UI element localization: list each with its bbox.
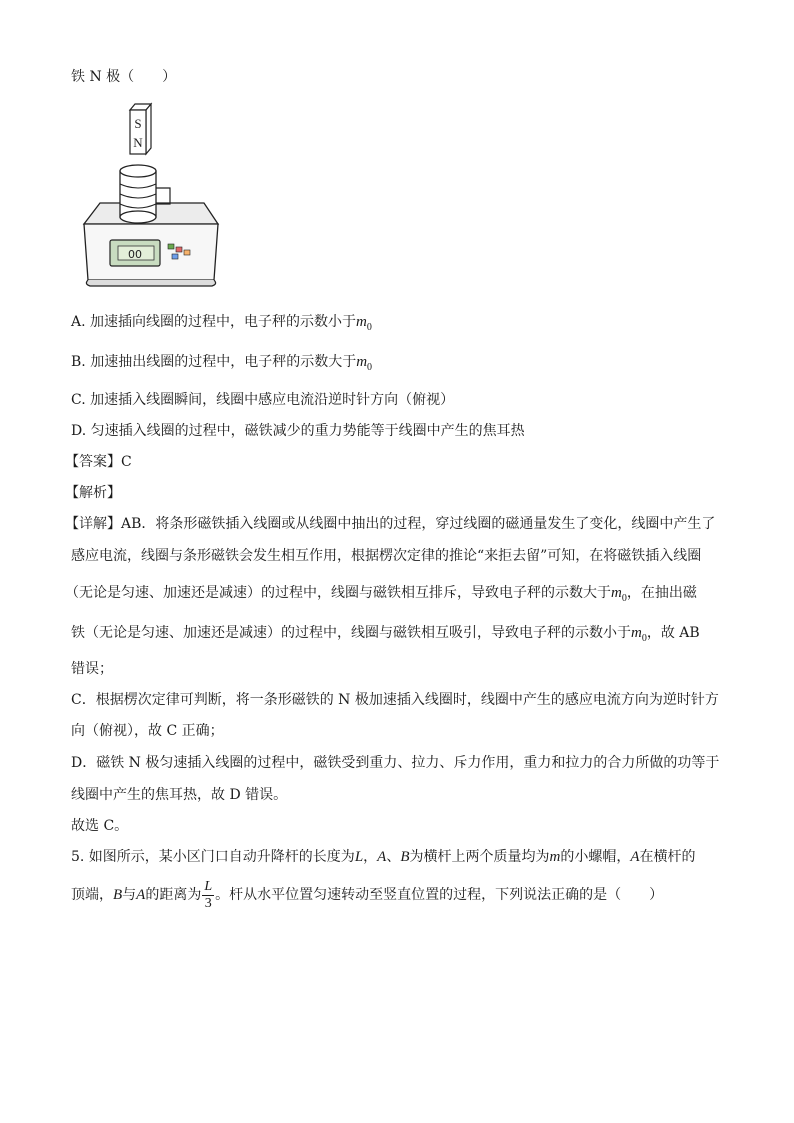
option-c-label: C. xyxy=(71,392,86,408)
m0-symbol: $m_0$ xyxy=(356,314,372,333)
magnet-s-label: S xyxy=(134,116,142,131)
m0-symbol: $m_0$ xyxy=(631,625,647,644)
analysis-tag: 【解析】 xyxy=(65,485,121,501)
option-a-text: 加速插向线圈的过程中，电子秤的示数小于 xyxy=(90,314,357,330)
answer-tag: 【答案】 xyxy=(65,454,121,470)
detail-d-line-1: D．磁铁 N 极匀速插入线圈的过程中，磁铁受到重力、拉力、斥力作用，重力和拉力的合力所做的功等于 xyxy=(71,755,720,771)
detail-line-4: 铁（无论是匀速、加速还是减速）的过程中，线圈与磁铁相互吸引，导致电子秤的示数小于$m_0$，故 AB xyxy=(71,625,700,644)
question-5-line-1: 5. 如图所示，某小区门口自动升降杆的长度为L，A、B为横杆上两个质量均为m的小螺帽，A在横杆的 xyxy=(71,849,696,865)
conclusion: 故选 C。 xyxy=(71,818,129,834)
option-c-text: 加速插入线圈瞬间，线圈中感应电流沿逆时针方向（俯视） xyxy=(90,392,455,408)
detail-tag: 【详解】 xyxy=(65,516,121,532)
fraction-l-over-3: $\frac{L}{3}$ xyxy=(204,878,213,911)
option-d-text: 匀速插入线圈的过程中，磁铁减少的重力势能等于线圈中产生的焦耳热 xyxy=(90,423,525,439)
option-a[interactable] xyxy=(71,312,372,338)
detail-c-line-1: C．根据楞次定律可判断，将一条形磁铁的 N 极加速插入线圈时，线圈中产生的感应电流方向为逆时针方 xyxy=(71,692,719,708)
answer-value: C xyxy=(121,454,132,470)
scale-display-readout: 00 xyxy=(128,248,142,261)
option-b-label: B. xyxy=(71,354,86,370)
option-a-label: A. xyxy=(71,314,86,330)
detail-line-3: （无论是匀速、加速还是减速）的过程中，线圈与磁铁相互排斥，导致电子秤的示数大于$m_0$，在抽出磁 xyxy=(65,585,697,604)
m0-symbol: $m_0$ xyxy=(611,585,627,604)
detail-line-1: 【详解】AB．将条形磁铁插入线圈或从线圈中抽出的过程，穿过线圈的磁通量发生了变化，线圈中产生了 xyxy=(65,516,716,532)
detail-c-line-2: 向（俯视），故 C 正确； xyxy=(71,723,224,739)
magnet-coil-scale-figure xyxy=(78,98,228,293)
detail-d-line-2: 线圈中产生的焦耳热，故 D 错误。 xyxy=(71,787,288,803)
option-d-label: D. xyxy=(71,423,87,439)
option-b-text: 加速抽出线圈的过程中，电子秤的示数大于 xyxy=(90,354,357,370)
magnet-n-label: N xyxy=(133,135,143,150)
detail-line-2: 感应电流，线圈与条形磁铁会发生相互作用，根据楞次定律的推论“来拒去留”可知，在将磁铁插入线圈 xyxy=(71,548,702,564)
answer-line xyxy=(65,452,132,472)
option-c[interactable] xyxy=(71,390,454,410)
m0-symbol: $m_0$ xyxy=(356,354,373,373)
option-b[interactable] xyxy=(71,352,372,378)
question-stem-tail: 铁 N 极（ ） xyxy=(71,69,177,85)
bar-magnet xyxy=(130,104,151,154)
option-d[interactable] xyxy=(71,421,525,441)
question-5-line-2: 顶端，B与A的距离为 $\frac{L}{3}$ 。杆从水平位置匀速转动至竖直位置的过程，下列说法正确的是（ ） xyxy=(71,878,664,911)
detail-line-5: 错误； xyxy=(71,661,113,677)
